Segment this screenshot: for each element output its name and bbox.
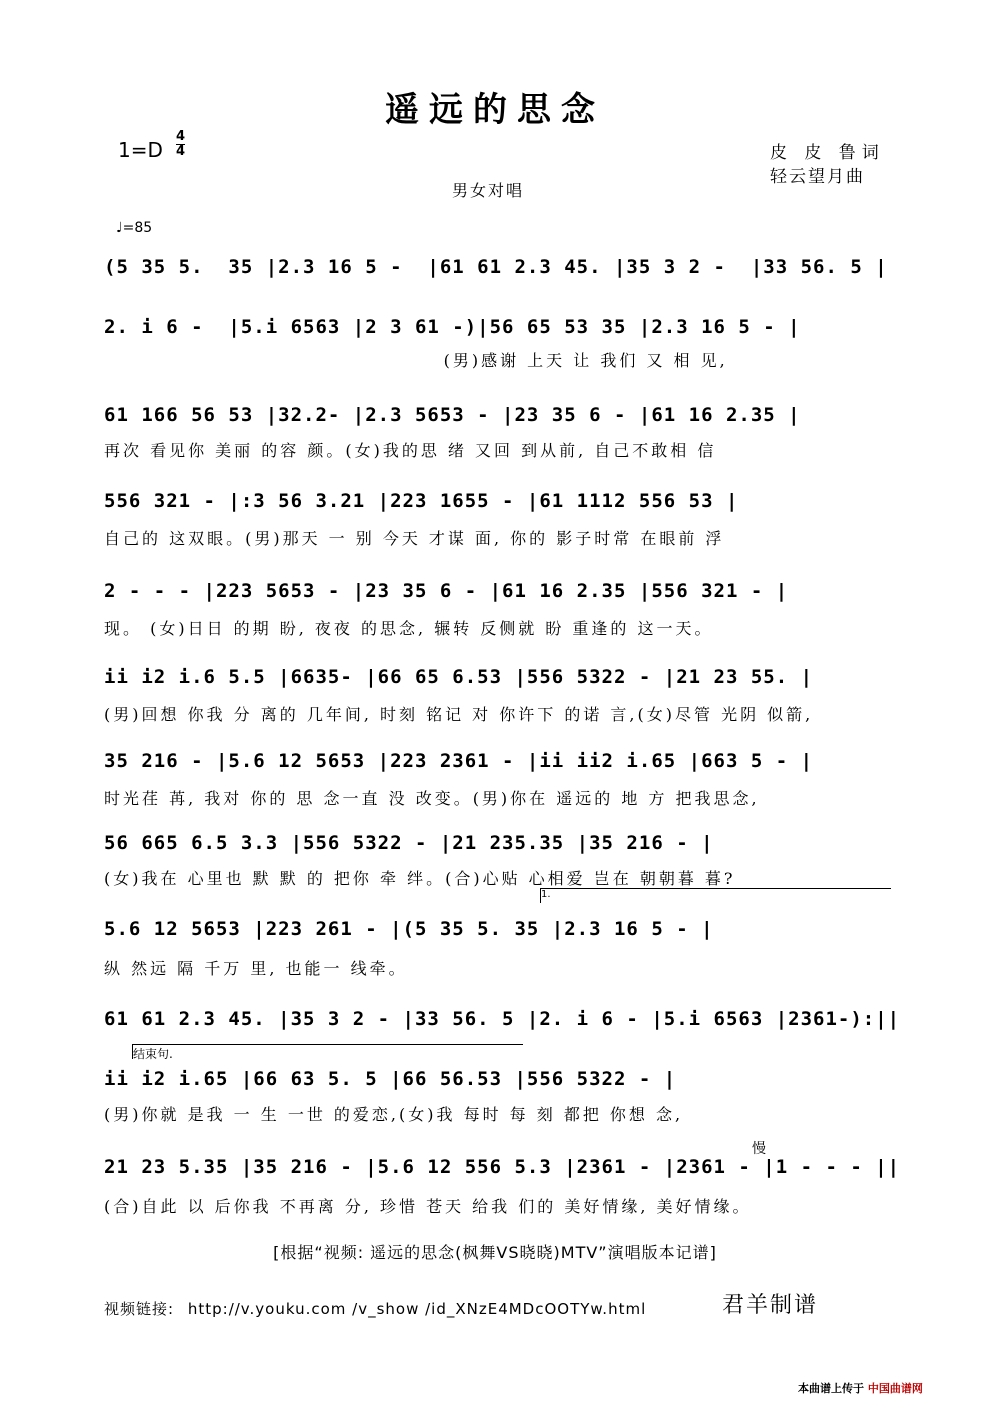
source-caption: [根据“视频: 遥远的思念(枫舞VS晓晓)MTV”演唱版本记谱] [273,1243,717,1262]
key-signature: 1=D [118,138,163,162]
song-title: 遥远的思念 [385,90,605,130]
lyric-line-11: (男)你就 是我 一 生 一世 的爱恋,(女)我 每时 每 刻 都把 你想 念, [104,1105,684,1124]
notation-line-12: 21 23 5.35 |35 216 - |5.6 12 556 5.3 |2361 - |2361 - |1 - - - || [104,1156,901,1178]
notation-line-9: 5.6 12 5653 |223 261 - |(5 35 5. 35 |2.3 16 5 - | [104,918,714,940]
lyric-line-9: 纵 然远 隔 千万 里, 也能一 线牵。 [104,959,408,978]
notation-line-3: 61 166 56 53 |32.2- |2.3 5653 - |23 35 6 - |61 16 2.35 | [104,404,801,426]
lyric-line-5: 现。 (女)日日 的期 盼, 夜夜 的思念, 辗转 反侧就 盼 重逢的 这一天。 [104,619,714,638]
video-link [104,1298,646,1319]
video-link-url[interactable]: http://v.youku.com /v_show /id_XNzE4MDcOOTYw.html [187,1300,647,1318]
ending-bracket [132,1044,523,1059]
time-signature [176,130,185,159]
lyric-line-2: (男)感谢 上天 让 我们 又 相 见, [104,351,728,370]
tempo-mark: ♩=85 [116,220,153,236]
notation-line-7: 35 216 - |5.6 12 5653 |223 2361 - |ii ii2 i.65 |663 5 - | [104,750,814,772]
lyric-line-3: 再次 看见你 美丽 的容 颜。(女)我的思 绪 又回 到从前, 自己不敢相 信 [104,441,717,460]
volta-label: 1. [541,889,551,900]
slow-mark: 慢 [752,1141,766,1157]
duet-label: 男女对唱 [452,181,525,200]
lyric-line-8: (女)我在 心里也 默 默 的 把你 牵 绊。(合)心贴 心相爱 岂在 朝朝暮 暮? [104,869,736,888]
notation-line-2: 2. i 6 - |5.i 6563 |2 3 61 -)|56 65 53 35 |2.3 16 5 - | [104,316,801,338]
lyric-line-6: (男)回想 你我 分 离的 几年间, 时刻 铭记 对 你许下 的诺 言,(女)尽管 光阴 似箭, [104,705,814,724]
meter-bottom: 4 [176,144,186,159]
notation-line-5: 2 - - - |223 5653 - |23 35 6 - |61 16 2.35 |556 321 - | [104,580,789,602]
lyricist: 皮 皮 鲁词 [770,143,885,163]
transcriber-signature: 君羊制谱 [722,1293,819,1318]
notation-line-6: ii i2 i.6 5.5 |6635- |66 65 6.53 |556 5322 - |21 23 55. | [104,666,814,688]
lyric-line-12: (合)自此 以 后你我 不再离 分, 珍惜 苍天 给我 们的 美好情缘, 美好情缘。 [104,1197,752,1216]
upload-footer [798,1380,923,1396]
meter-top: 4 [176,129,186,144]
footer-prefix: 本曲谱上传于 [798,1382,864,1395]
notation-line-11: ii i2 i.65 |66 63 5. 5 |66 56.53 |556 5322 - | [104,1068,677,1090]
video-link-label: 视频链接: [104,1300,175,1318]
ending-label: 结束句. [133,1047,173,1061]
notation-line-8: 56 665 6.5 3.3 |556 5322 - |21 235.35 |35 216 - | [104,832,714,854]
notation-line-1: (5 35 5. 35 |2.3 16 5 - |61 61 2.3 45. |35 3 2 - |33 56. 5 | [104,256,888,278]
lyric-line-4: 自己的 这双眼。(男)那天 一 别 今天 才谋 面, 你的 影子时常 在眼前 浮 [104,529,725,548]
lyric-line-7: 时光荏 苒, 我对 你的 思 念一直 没 改变。(男)你在 遥远的 地 方 把我思念, [104,789,760,808]
site-logo[interactable]: 中国曲谱网 [867,1382,923,1395]
notation-line-10: 61 61 2.3 45. |35 3 2 - |33 56. 5 |2. i 6 - |5.i 6563 |2361-):|| [104,1008,901,1030]
composer: 轻云望月曲 [770,167,865,187]
volta-bracket [540,888,891,903]
notation-line-4: 556 321 - |:3 56 3.21 |223 1655 - |61 1112 556 53 | [104,490,739,512]
